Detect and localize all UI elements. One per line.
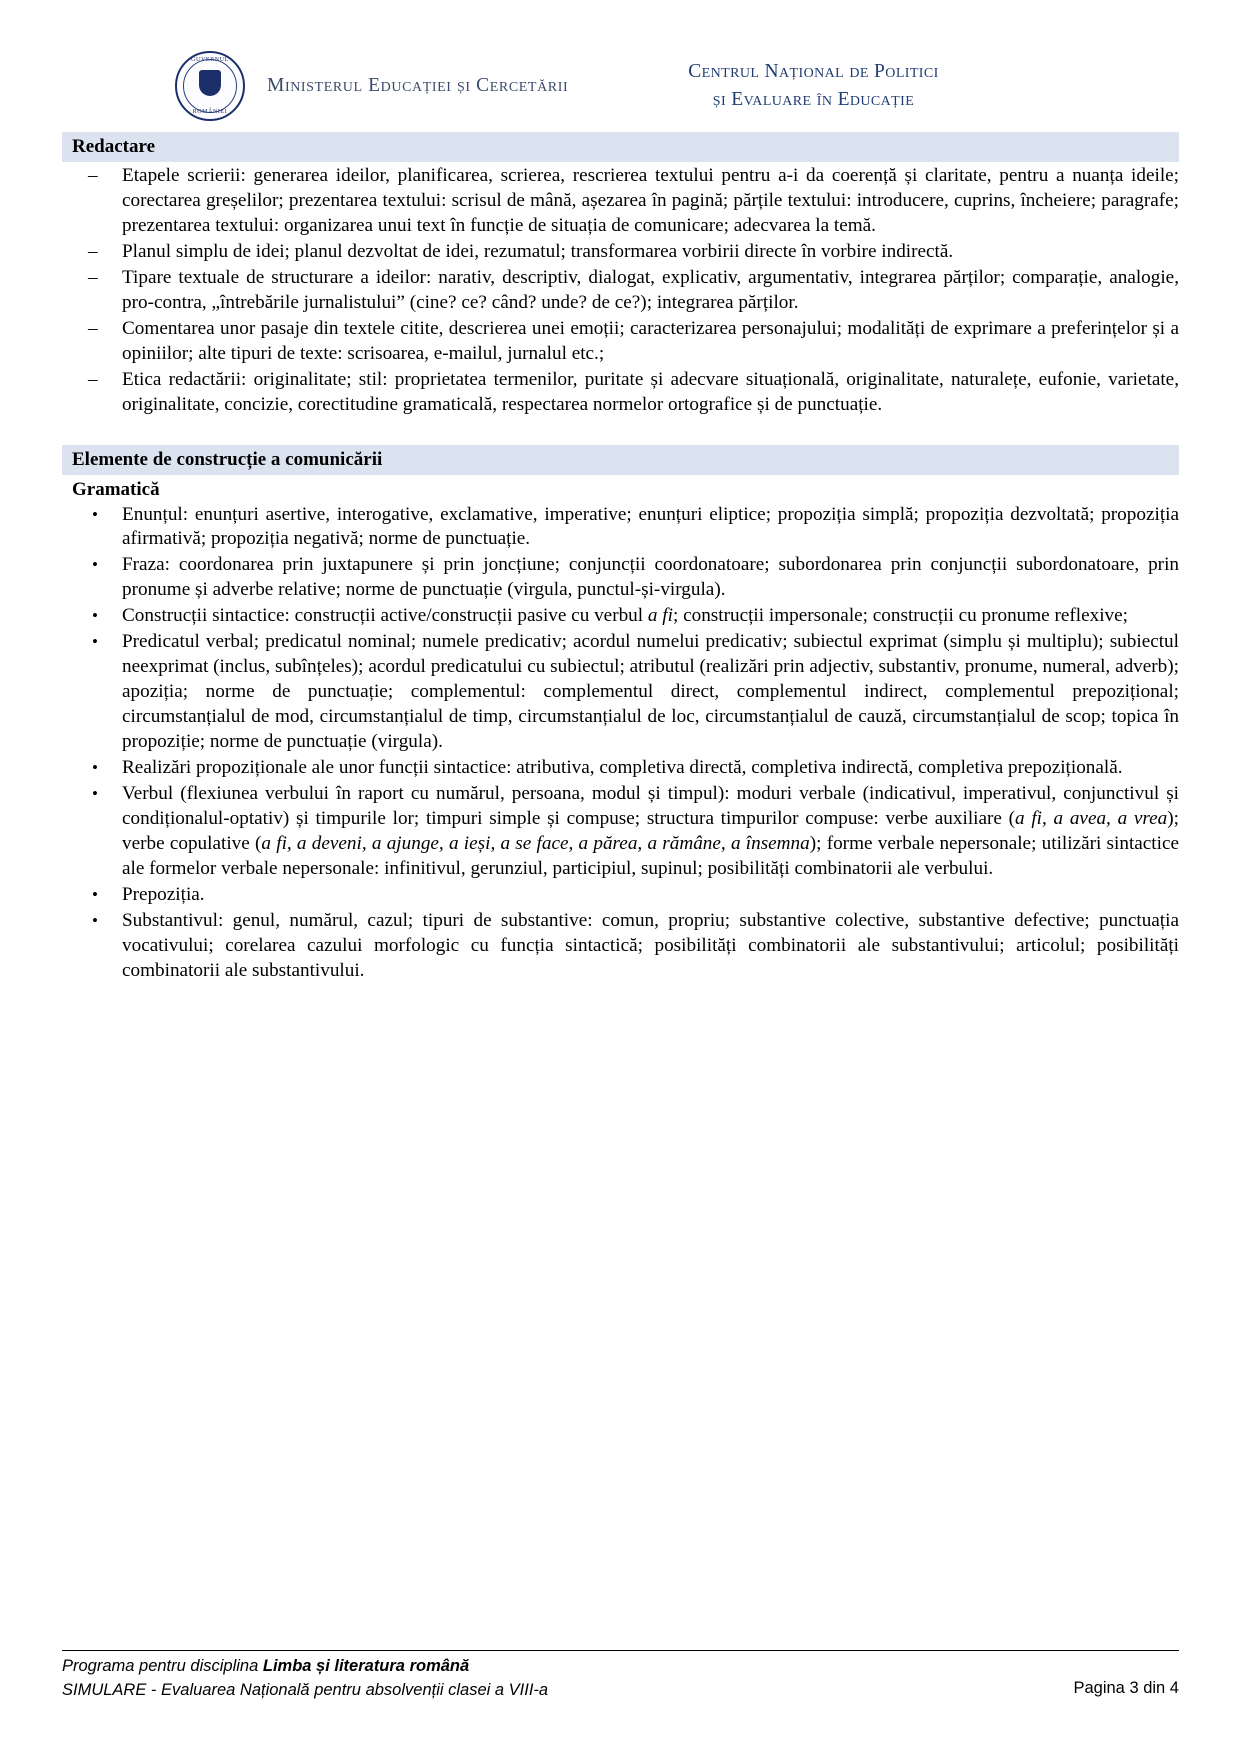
list-item [62,164,1179,239]
list-item-text: Tipare textuale de structurare a ideilor: narativ, descriptiv, dialogat, explicativ, argumentativ, integrarea părților; comparație, analogie, pro-contra, „întrebările jurnalistului” (cine? ce? când? unde? de ce?); integrarea părților. [122,266,1179,313]
dash-marker: – [88,317,98,339]
list-item [62,240,1179,265]
list-item-verbul [62,782,1179,882]
list-item-text: Enunțul: enunțuri asertive, interogative, exclamative, imperative; enunțuri eliptice; propoziția simplă; propoziția dezvoltată; propoziția afirmativă; propoziția negativă; norme de punctuație. [122,503,1179,550]
list-item [62,553,1179,603]
list-item-text: Etapele scrierii: generarea ideilor, planificarea, scrierea, rescrierea textului pentru a-i da coerență și claritate, pentru a nuanța ideile; corectarea greșelilor; prezentarea textului: scrisul de mână, așezarea în pagină; părțile textului: introducere, cuprins, încheiere; paragrafe; prezentarea textului: organizarea unui text în funcție de situația de comunicare; adecvarea la temă. [122,165,1179,236]
section-heading-redactare: Redactare [62,132,1179,162]
bullet-marker: • [92,555,98,575]
bullet-marker: • [92,758,98,778]
document-content [0,110,1241,984]
dash-marker: – [88,368,98,390]
bullet-marker: • [92,884,98,904]
ministry-name: Ministerul Educației și Cercetării [267,75,569,96]
dash-marker: – [88,266,98,288]
institution-title [688,58,938,115]
emblem-shield-icon [199,70,221,96]
institution-title-line2: și Evaluare în Educație [712,89,915,110]
footer-line2: SIMULARE - Evaluarea Națională pentru absolvenții clasei a VIII-a [62,1681,549,1700]
list-item-italic-2: a fi, a deveni, a ajunge, a ieși, a se face, a părea, a rămâne, a însemna [261,832,810,854]
bullet-marker: • [92,632,98,652]
page-number: Pagina 3 din 4 [1073,1679,1179,1698]
list-item-text-part1: Construcții sintactice: construcții active/construcții pasive cu verbul [122,605,648,627]
spacer [62,419,1179,435]
list-item-text-part2: ; construcții impersonale; construcții cu pronume reflexive; [672,605,1128,627]
list-item-text: Predicatul verbal; predicatul nominal; numele predicativ; acordul numelui predicativ; subiectul exprimat (simplu și multiplu); subiectul neexprimat (inclus, subînțeles); acordul predicatului cu subiectul; atributul (realizări prin adjectiv, substantiv, pronume, numeral, adverb); apoziția; norme de punctuație; complementul: complementul direct, complementul indirect, complementul prepozițional; circumstanțialul de mod, circumstanțialul de timp, circumstanțialul de loc, circumstanțialul de cauză, circumstanțialul de scop; topica în propoziție; norme de punctuație (virgula). [122,631,1179,753]
list-item [62,909,1179,984]
list-item-text: Prepoziția. [122,883,205,905]
list-item-text: Substantivul: genul, numărul, cazul; tipuri de substantive: comun, propriu; substantive colective, substantive defective; punctuația vocativului; corelarea cazului morfologic cu funcția sintactică; posibilități combinatorii ale substantivului; articolul; posibilități combinatorii ale substantivului. [122,909,1179,981]
bullet-marker: • [92,910,98,930]
list-item-text: Comentarea unor pasaje din textele citite, descrierea unei emoții; caracterizarea personajului; modalități de exprimare a preferințelor și a opiniilor; alte tipuri de texte: scrisoarea, e-mailul, jurnalul etc.; [122,317,1179,364]
page-footer [62,1650,1179,1703]
list-item-text: Planul simplu de idei; planul dezvoltat de idei, rezumatul; transformarea vorbirii directe în vorbire indirectă. [122,240,954,262]
list-item-italic-1: a fi, a avea, a vrea [1015,807,1168,829]
list-item [62,503,1179,553]
list-item-text-part1: Verbul (flexiunea verbului în raport cu numărul, persoana, modul și timpul): moduri verbale (indicativul, imperativul, conjunctivul și condiționalul-optativ) și timpurile lor; timpuri simple și compuse; structura timpurilor compuse: verbe auxiliare ( [122,783,1179,829]
institution-title-line1: Centrul Național de Politici [688,60,939,82]
list-item [62,630,1179,755]
footer-line1-subject: Limba și literatura română [262,1657,470,1676]
list-item-text-part2: ); verbe copulative ( [122,807,1179,854]
list-item-italic-1: a fi [647,605,673,627]
bullet-marker: • [92,606,98,626]
emblem-top-text: GUVERNUL [191,57,229,63]
list-item-text: Etica redactării: originalitate; stil: proprietatea termenilor, puritate și adecvare situațională, originalitate, naturalețe, eufonie, varietate, originalitate, concizie, corectitudine gramaticală, respectarea normelor ortografice și de punctuație. [122,368,1179,415]
list-item [62,266,1179,316]
footer-line1-prefix: Programa pentru disciplina [62,1657,263,1676]
bullet-marker: • [92,504,98,524]
section-heading-elemente: Elemente de construcție a comunicării [62,445,1179,475]
list-item [62,317,1179,367]
list-item [62,368,1179,418]
emblem-bottom-text: ROMÂNIEI [192,109,228,115]
list-item-text: Realizări propoziționale ale unor funcții sintactice: atributiva, completiva directă, completiva indirectă, completiva prepozițională. [122,757,1123,779]
subheading-gramatica: Gramatică [72,478,160,500]
list-item-constructii-sintactice [62,604,1179,629]
list-item [62,756,1179,781]
government-emblem-icon [175,51,245,121]
list-item-text: Fraza: coordonarea prin juxtapunere și prin joncțiune; conjuncții coordonatoare; subordonarea prin conjuncții subordonatoare, prin pronume și adverbe relative; norme de punctuație (virgula, punctul-și-virgula). [122,554,1179,601]
dash-marker: – [88,165,98,186]
bullet-marker: • [92,784,98,804]
footer-line1 [62,1655,548,1679]
list-item-text-part3: ); forme verbale nepersonale; utilizări sintactice ale formelor verbale nepersonale: infinitivul, gerunziul, participiul, supinul; posibilități combinatorii ale verbului. [122,832,1180,879]
dash-marker: – [88,240,98,262]
footer-text [62,1655,548,1703]
page-header [0,0,1241,115]
gramatica-list [62,503,1179,984]
footer-row [62,1655,1179,1703]
redactare-list [62,164,1179,418]
list-item [62,883,1179,908]
footer-divider [62,1650,1179,1651]
